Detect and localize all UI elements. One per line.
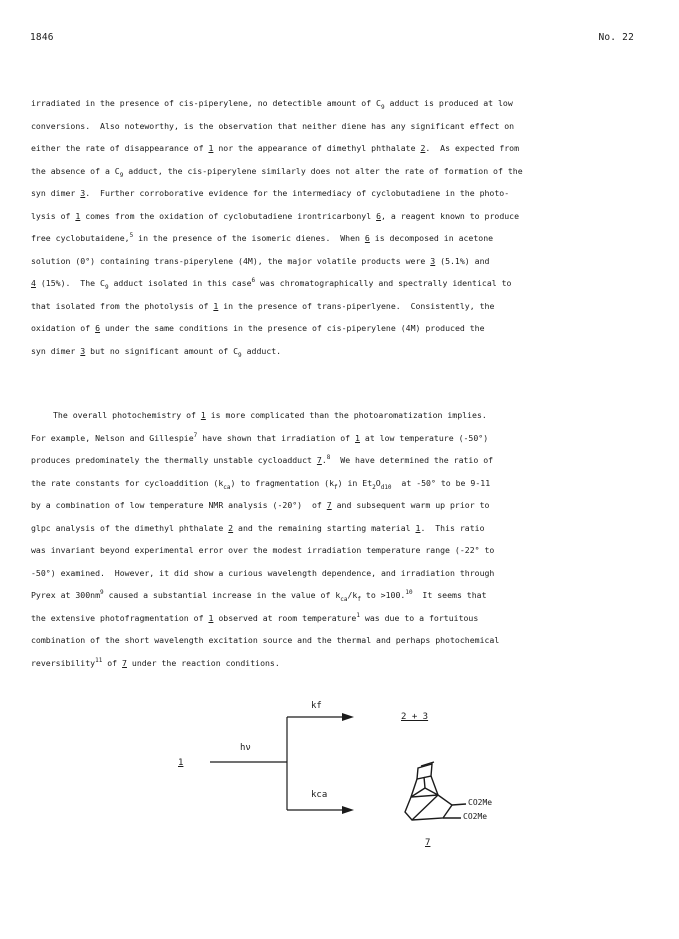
page-number: 1846 — [30, 32, 54, 43]
product-bottom-label: 7 — [425, 838, 431, 848]
text-line: either the rate of disappearance of 1 nor the appearance of dimethyl phthalate 2. As expected from — [31, 143, 520, 153]
text-line: Pyrex at $300nm^9$ caused a substantial increase in the value of $k_{ca}/k_f$ to >100.10 It seems that — [31, 589, 487, 603]
text-line: the absence of a $C_9$ adduct, the cis-piperylene similarly does not alter the rate of formation of the — [31, 165, 523, 179]
text-line: 4 (15%). The $C_9$ adduct isolated in this case$^6$ was chromatographically and spectrally identical to — [31, 277, 512, 291]
text-line: syn dimer 3. Further corroborative evidence for the intermediacy of cyclobutadiene in the photo- — [31, 188, 510, 198]
text-line: glpc analysis of the dimethyl phthalate 2 and the remaining starting material 1. This ratio — [31, 522, 485, 533]
ester-substituent-1: CO2Me — [468, 798, 493, 807]
text-line: the extensive photofragmentation of 1 observed at room temperature$^1$ was due to a fortuitous — [31, 611, 479, 623]
reaction-arrows — [0, 700, 679, 900]
journal-issue: No. 22 — [598, 32, 634, 43]
paragraph-2 — [31, 404, 651, 674]
text-line: For example, Nelson and Gillespie$^7$ have shown that irradiation of 1 at low temperature (-50°) — [31, 431, 489, 443]
cycloadduct-structure — [405, 762, 466, 820]
text-line: the rate constants for cycloaddition $(k_{ca})$ to fragmentation $(k_f)$ in $Et_2O_{d10}$ at -50° to be 9-11 — [31, 477, 491, 491]
product-top-label: 2 + 3 — [401, 712, 429, 722]
text-line: oxidation of 6 under the same conditions in the presence of cis-piperylene (4M) produced the — [31, 323, 485, 333]
text-line: combination of the short wavelength excitation source and the thermal and perhaps photochemical — [31, 635, 500, 645]
text-line: that isolated from the photolysis of 1 in the presence of trans-piperlyene. Consistently, the — [31, 300, 495, 311]
text-line: produces predominately the thermally unstable cycloadduct 7.$^8$ We have determined the ratio of — [31, 454, 494, 465]
ester-substituent-2: CO2Me — [463, 812, 488, 821]
text-line: was invariant beyond experimental error over the modest irradiation temperature range (-22° to — [31, 545, 495, 555]
text-line: The overall photochemistry of 1 is more complicated than the photoaromatization implies. — [53, 410, 487, 420]
text-line: lysis of 1 comes from the oxidation of cyclobutadiene irontricarbonyl 6, a reagent known to produce — [31, 210, 520, 221]
hv-label: hν — [240, 743, 251, 753]
text-line: irradiated in the presence of cis-piperylene, no detectible amount of $C_9$ adduct is produced at low — [31, 98, 513, 111]
start-compound-label: 1 — [178, 758, 184, 768]
kf-label: kf — [311, 701, 322, 711]
text-line: syn dimer 3 but no significant amount of $C_9$ adduct. — [31, 345, 282, 359]
text-line: solution (0°) containing trans-piperylene (4M), the major volatile products were 3 (5.1%) and — [31, 255, 490, 266]
reaction-scheme — [0, 700, 679, 900]
kca-label: kca — [311, 790, 328, 800]
text-line: free cyclobutaidene,$^5$ in the presence of the isomeric dienes. When 6 is decomposed in acetone — [31, 232, 494, 243]
text-line: by a combination of low temperature NMR analysis (-20°) of 7 and subsequent warm up prior to — [31, 500, 490, 510]
text-line: reversibility$^{11}$ of 7 under the reaction conditions. — [31, 656, 280, 668]
text-line: conversions. Also noteworthy, is the observation that neither diene has any significant effect on — [31, 120, 515, 131]
text-line: -50°) examined. However, it did show a curious wavelength dependence, and irradiation through — [31, 567, 495, 578]
paragraph-1 — [31, 92, 651, 362]
